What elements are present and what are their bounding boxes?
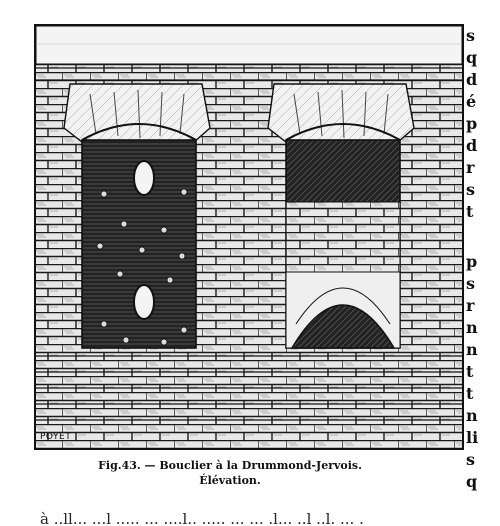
wall-engraving [34,24,464,450]
cropped-bottom-text: à ..ll... ...l ..... ... ....l.. ..... ... ... .l... ..l ..l. ... . [40,510,364,526]
left-embrasure [64,84,210,348]
figure-caption [70,458,390,488]
margin-letter: n [466,406,478,425]
margin-letter: t [466,384,474,403]
margin-letter: q [466,472,478,491]
margin-letter: d [466,136,478,155]
margin-letter: r [466,158,475,177]
right-embrasure [268,84,414,348]
margin-letter: t [466,202,474,221]
margin-letter: é [466,92,477,111]
margin-letter: n [466,318,478,337]
margin-letter: n [466,340,478,359]
margin-letter: p [466,114,478,133]
engraving-figure [34,24,464,450]
margin-letter: d [466,70,478,89]
caption-title: Fig.43. — Bouclier à la Drummond-Jervois. [98,459,362,472]
margin-letter: li [466,428,479,447]
margin-letter: p [466,252,478,271]
margin-letter: s [466,26,476,45]
margin-letter: r [466,296,475,315]
margin-letter: s [466,274,476,293]
margin-letter: s [466,180,476,199]
engraver-signature: POYET [40,432,72,442]
margin-letter: q [466,48,478,67]
margin-letter: s [466,450,476,469]
margin-letter: t [466,362,474,381]
caption-subtitle: Élévation. [199,474,261,487]
